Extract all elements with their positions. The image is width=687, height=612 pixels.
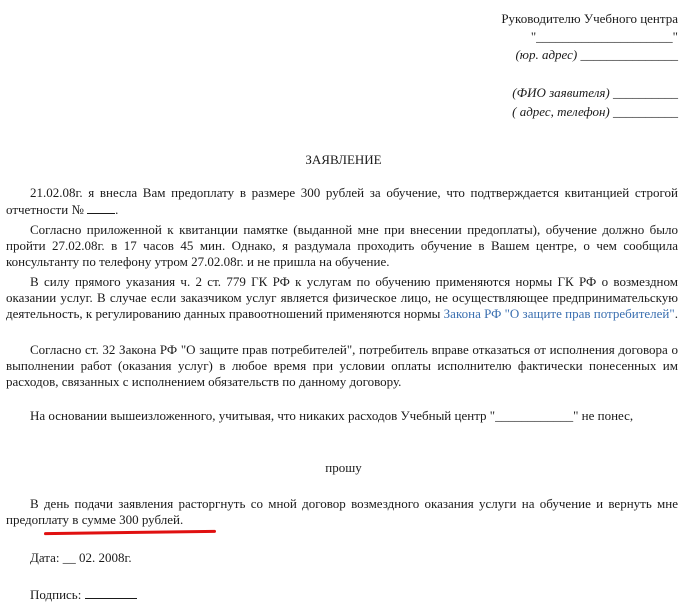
applicant-name-line xyxy=(512,85,678,101)
legal-address-label: (юр. адрес) xyxy=(515,47,578,62)
applicant-address-label: ( адрес, телефон) xyxy=(512,104,610,119)
receipt-number-blank xyxy=(87,201,115,214)
applicant-address-line xyxy=(512,104,678,120)
paragraph-3-end: . xyxy=(674,306,678,321)
paragraph-2 xyxy=(6,222,678,270)
paragraph-1-end: . xyxy=(115,202,119,217)
paragraph-6 xyxy=(6,496,678,528)
paragraph-4-text: Согласно ст. 32 Закона РФ "О защите прав потребителей", потребитель вправе отказаться от исполнения договора о выполнении работ (оказания услуг) в любое время при условии оплаты исполнителю фактически понесенных им расходов, связанных с исполнением обязательств по данному договору. xyxy=(6,342,678,389)
document-title: ЗАЯВЛЕНИЕ xyxy=(305,152,382,167)
paragraph-6-text: В день подачи заявления расторгнуть со мной договор возмездного оказания услуги на обучение и вернуть мне xyxy=(30,496,678,511)
request-heading: прошу xyxy=(325,460,362,475)
paragraph-2-text: Согласно приложенной к квитанции памятке (выданной мне при внесении предоплаты), обучение должно было пройти 27.02.08г. в 17 часов 45 мин. Однако, я раздумала проходить обучение в Вашем центре, о чем сообщила консультанту по телефону утром 27.02.08г. и не пришла на обучение. xyxy=(6,222,678,269)
signature-line xyxy=(30,586,137,603)
paragraph-3 xyxy=(6,274,678,322)
paragraph-1 xyxy=(6,185,678,218)
applicant-address-blank: __________ xyxy=(613,104,678,119)
paragraph-1-text: 21.02.08г. я внесла Вам предоплату в размере 300 рублей за обучение, что подтверждается квитанцией строгой отчетности № xyxy=(6,185,678,217)
applicant-name-label: (ФИО заявителя) xyxy=(512,85,610,100)
paragraph-3-text: В силу прямого указания ч. 2 ст. 779 ГК РФ к услугам по обучению применяются нормы ГК РФ о возмездном оказании услуг. В случае если заказчиком услуг является физическое лицо, не осуществляющее предпринимательскую деятельность, к регулированию данных правоотношений применяются нормы xyxy=(6,274,678,321)
addressee-line: Руководителю Учебного центра xyxy=(501,11,678,26)
paragraph-6-end: . xyxy=(180,512,184,527)
applicant-name-blank: __________ xyxy=(613,85,678,100)
paragraph-4 xyxy=(6,342,678,390)
paragraph-5-text: На основании вышеизложенного, учитывая, что никаких расходов Учебный центр "____________" не понес, xyxy=(30,408,634,423)
addressee-org-blank: "_____________________" xyxy=(530,29,678,44)
signature-label: Подпись: xyxy=(30,587,82,602)
consumer-law-link[interactable]: Закона РФ "О защите прав потребителей" xyxy=(443,306,675,321)
date-line: Дата: __ 02. 2008г. xyxy=(30,550,132,565)
legal-address-line xyxy=(515,47,678,63)
paragraph-5 xyxy=(6,408,678,424)
legal-address-blank: _______________ xyxy=(580,47,678,62)
red-underline-mark xyxy=(44,530,216,535)
signature-blank xyxy=(85,586,137,599)
refund-amount-highlight: предоплату в сумме 300 рублей xyxy=(6,512,181,527)
